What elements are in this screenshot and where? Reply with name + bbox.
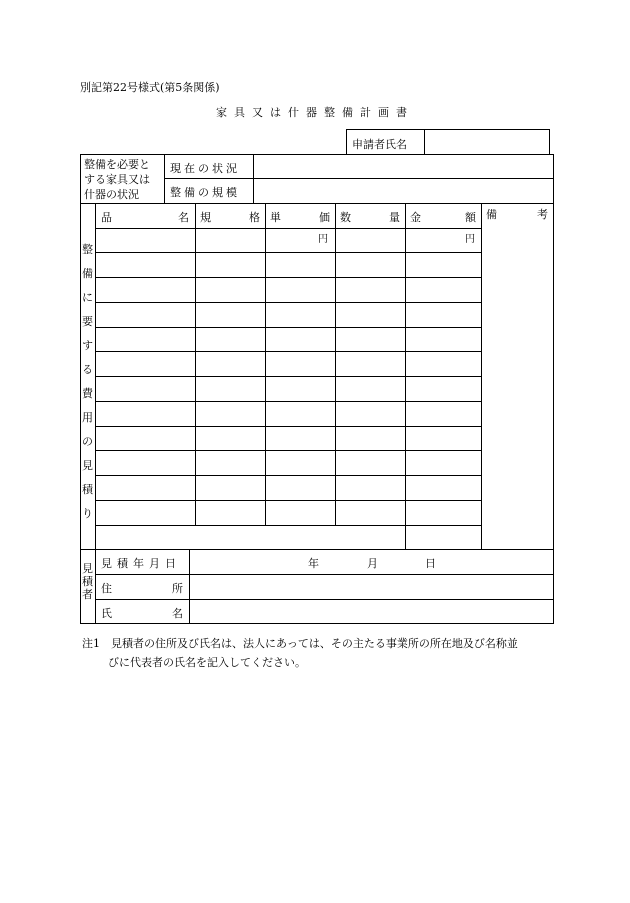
estimate-row-line bbox=[95, 327, 481, 328]
col-header-amount-char: 額 bbox=[465, 211, 476, 224]
estimator-divider-2 bbox=[189, 549, 190, 624]
estimate-row-line bbox=[95, 228, 481, 229]
date-day: 日 bbox=[425, 557, 436, 570]
estimator-char: 積 bbox=[82, 575, 93, 588]
name-label bbox=[101, 605, 183, 621]
section-char: り bbox=[82, 507, 93, 520]
date-month: 月 bbox=[367, 557, 378, 570]
scale-field[interactable] bbox=[256, 180, 550, 200]
estimate-row-line bbox=[95, 376, 481, 377]
estimate-date-label: 見積年月日 bbox=[101, 557, 181, 570]
estimate-row-line bbox=[95, 450, 481, 451]
col-header-quantity-char: 数 bbox=[340, 211, 351, 224]
col-header-amount bbox=[410, 209, 476, 225]
form-number: 別記第22号様式(第5条関係) bbox=[80, 81, 220, 94]
col-header-amount-char: 金 bbox=[410, 211, 421, 224]
estimate-row-line bbox=[95, 277, 481, 278]
amount-yen: 円 bbox=[465, 234, 475, 245]
status-row-line bbox=[164, 178, 554, 179]
section-char: に bbox=[82, 291, 93, 304]
applicant-field[interactable] bbox=[430, 136, 545, 150]
estimator-row-line bbox=[95, 574, 554, 575]
estimate-row-line bbox=[95, 252, 481, 253]
estimator-label bbox=[80, 562, 95, 601]
section-char: 備 bbox=[82, 267, 93, 280]
estimator-row-line bbox=[95, 599, 554, 600]
note-line-2: びに代表者の氏名を記入してください。 bbox=[108, 656, 306, 669]
col-header-spec bbox=[200, 209, 260, 225]
address-label-char: 住 bbox=[101, 582, 112, 595]
estimate-row-line bbox=[95, 426, 481, 427]
section-char: 用 bbox=[82, 411, 93, 424]
note bbox=[82, 634, 562, 672]
estimate-row-line bbox=[95, 351, 481, 352]
section-char: 積 bbox=[82, 483, 93, 496]
section-char: 整 bbox=[82, 243, 93, 256]
col-header-quantity-char: 量 bbox=[389, 211, 400, 224]
need-label-line3: 什器の状況 bbox=[84, 188, 139, 201]
col-header-spec-char: 格 bbox=[249, 211, 260, 224]
status-divider-1 bbox=[164, 154, 165, 204]
section-char: る bbox=[82, 363, 93, 376]
address-label-char: 所 bbox=[172, 582, 183, 595]
section-char: 費 bbox=[82, 387, 93, 400]
estimator-char: 見 bbox=[82, 562, 93, 575]
section-char: 見 bbox=[82, 459, 93, 472]
estimator-divider-1 bbox=[95, 549, 96, 624]
applicant-divider bbox=[424, 129, 425, 155]
section-char: す bbox=[82, 339, 93, 352]
col-header-unit-price bbox=[270, 209, 330, 225]
name-field[interactable] bbox=[192, 602, 550, 622]
col-header-remarks-char: 考 bbox=[537, 208, 548, 221]
estimate-row-line bbox=[95, 500, 481, 501]
col-header-remarks bbox=[486, 206, 548, 222]
applicant-label: 申請者氏名 bbox=[352, 138, 407, 151]
need-label-line2: する家具又は bbox=[84, 173, 150, 186]
estimate-row-line bbox=[95, 401, 481, 402]
address-field[interactable] bbox=[192, 577, 550, 597]
estimate-section-label bbox=[80, 238, 95, 526]
form-title: 家具又は什器整備計画書 bbox=[216, 106, 414, 119]
col-header-remarks-char: 備 bbox=[486, 208, 497, 221]
estimate-row-line bbox=[95, 475, 481, 476]
date-year: 年 bbox=[308, 557, 319, 570]
current-status-label: 現在の状況 bbox=[170, 162, 240, 175]
note-line-1: 注1 見積者の住所及び氏名は、法人にあっては、その主たる事業所の所在地及び名称並 bbox=[82, 637, 518, 650]
col-header-unit-price-char: 価 bbox=[319, 211, 330, 224]
estimate-row-line bbox=[95, 302, 481, 303]
section-char: 要 bbox=[82, 315, 93, 328]
col-header-item-char: 品 bbox=[101, 211, 112, 224]
col-header-spec-char: 規 bbox=[200, 211, 211, 224]
col-header-unit-price-char: 単 bbox=[270, 211, 281, 224]
name-label-char: 氏 bbox=[101, 607, 112, 620]
estimate-col-line-5 bbox=[481, 203, 482, 550]
estimate-row-line bbox=[95, 525, 481, 526]
unit-price-yen: 円 bbox=[318, 234, 328, 245]
current-status-field[interactable] bbox=[256, 156, 550, 176]
address-label bbox=[101, 580, 183, 596]
section-char: の bbox=[82, 435, 93, 448]
col-header-quantity bbox=[340, 209, 400, 225]
col-header-item bbox=[101, 209, 189, 225]
need-label-line1: 整備を必要と bbox=[84, 158, 150, 171]
col-header-item-char: 名 bbox=[178, 211, 189, 224]
scale-label: 整備の規模 bbox=[170, 186, 240, 199]
name-label-char: 名 bbox=[172, 607, 183, 620]
status-divider-2 bbox=[253, 154, 254, 204]
estimator-char: 者 bbox=[82, 588, 93, 601]
need-label bbox=[84, 157, 150, 202]
